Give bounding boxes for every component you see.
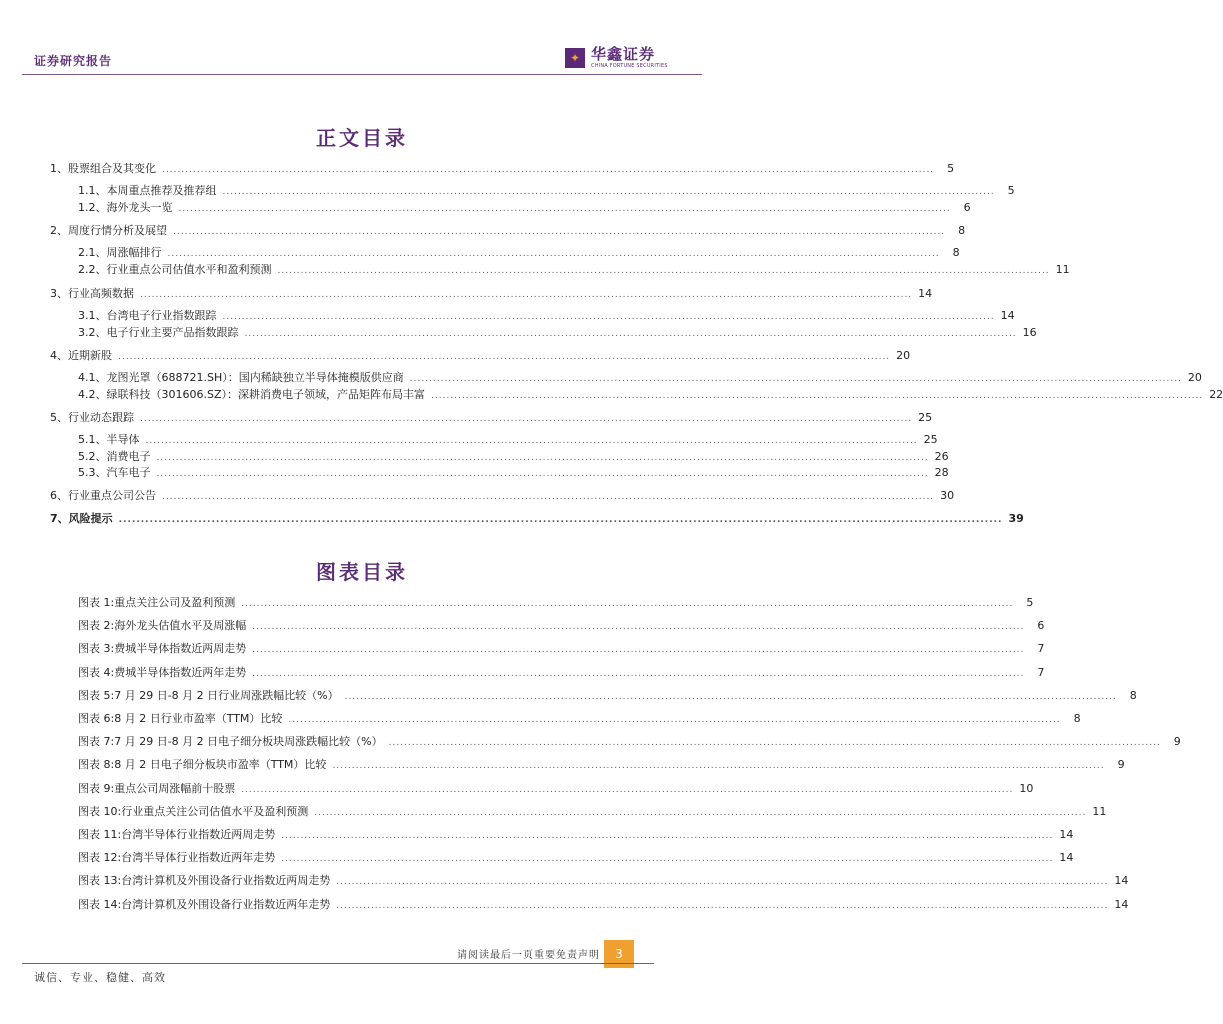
toc-item-page: 8: [952, 246, 960, 259]
footer-divider: [22, 963, 654, 964]
toc-item-number: 6、: [50, 489, 68, 502]
toc-item-leader: ........................................................................................................................................................................................................: [140, 414, 913, 424]
toc-item-page: 11: [1055, 263, 1070, 276]
figure-item[interactable]: [78, 712, 1081, 726]
toc-item-text: 龙图光罩（688721.SH）：国内稀缺独立半导体掩模版供应商: [106, 371, 404, 384]
toc-item-leader: ........................................................................................................................................................................................................: [222, 312, 995, 322]
figure-item-number: 图表 12:: [78, 851, 122, 865]
toc-item-leader: ........................................................................................................................................................................................................: [162, 492, 935, 502]
toc-item-number: 4、: [50, 349, 68, 362]
toc-item[interactable]: [50, 162, 955, 176]
figure-item-page: 5: [1026, 596, 1034, 609]
toc-item-number: 1、: [50, 162, 68, 175]
toc-item-leader: ........................................................................................................................................................................................................: [244, 329, 1017, 339]
toc-item-text: 本周重点推荐及推荐组: [106, 184, 217, 197]
toc-item-leader: ........................................................................................................................................................................................................: [140, 290, 913, 300]
figure-item-text: 7 月 29 日-8 月 2 日行业周涨跌幅比较（%）: [114, 688, 339, 702]
toc-item-number: 5.1、: [78, 433, 107, 446]
figure-item-text: 重点关注公司及盈利预测: [114, 596, 236, 609]
toc-title: 正文目录: [316, 126, 408, 150]
figure-item-leader: ........................................................................................................................................................................................................: [336, 900, 1109, 911]
figure-item-text: 7 月 29 日-8 月 2 日电子细分板块周涨跌幅比较（%）: [114, 735, 383, 749]
footer-motto: 诚信、专业、稳健、高效: [34, 971, 166, 984]
figure-item-number: 图表 4:: [78, 665, 115, 679]
header-label: 证券研究报告: [34, 54, 113, 68]
toc-item-text: 周涨幅排行: [106, 246, 162, 259]
toc-item-page: 20: [896, 349, 911, 362]
figure-item-number: 图表 2:: [78, 619, 115, 633]
logo-mark-icon: ✦: [565, 48, 585, 68]
toc-item-page: 28: [934, 466, 949, 479]
logo-name-cn: 华鑫证券: [591, 45, 656, 63]
toc-item-text: 近期新股: [68, 349, 112, 362]
figure-item-number: 图表 6:: [78, 712, 115, 725]
toc-item-leader: ........................................................................................................................................................................................................: [178, 204, 951, 214]
toc-item[interactable]: [78, 450, 949, 464]
figure-item-leader: ........................................................................................................................................................................................................: [288, 715, 1061, 725]
figure-item-page: 14: [1114, 897, 1129, 911]
figure-item-text: 费城半导体指数近两周走势: [114, 642, 247, 656]
toc-item-leader: ........................................................................................................................................................................................................: [222, 187, 995, 197]
figure-item-text: 台湾半导体行业指数近两周走势: [121, 828, 276, 841]
figure-item-page: 14: [1059, 851, 1074, 865]
toc-item-text: 股票组合及其变化: [68, 162, 156, 175]
figure-item[interactable]: [78, 688, 1137, 703]
figure-item-text: 8 月 2 日电子细分板块市盈率（TTM）比较: [114, 758, 327, 772]
toc-item[interactable]: [50, 512, 1024, 526]
toc-item-text: 台湾电子行业指数跟踪: [106, 309, 217, 322]
toc-item-text: 行业重点公司公告: [68, 489, 156, 502]
toc-item-text: 周度行情分析及展望: [68, 224, 167, 237]
toc-item[interactable]: [50, 489, 955, 503]
figure-item[interactable]: [78, 758, 1125, 772]
header-divider: [22, 74, 702, 75]
toc-item[interactable]: [78, 201, 971, 215]
figure-item[interactable]: [78, 619, 1045, 633]
figure-item[interactable]: [78, 642, 1045, 656]
figure-item-leader: ........................................................................................................................................................................................................: [281, 854, 1054, 865]
figure-item-page: 6: [1037, 619, 1045, 633]
toc-item[interactable]: [78, 246, 960, 260]
toc-item-text: 海外龙头一览: [106, 201, 173, 214]
figure-item-text: 台湾半导体行业指数近两年走势: [121, 851, 276, 865]
toc-item[interactable]: [78, 466, 949, 480]
figure-item-page: 7: [1037, 665, 1045, 679]
toc-item-page: 6: [963, 201, 971, 214]
figure-item-text: 8 月 2 日行业市盈率（TTM）比较: [114, 712, 283, 725]
toc-item-number: 2、: [50, 224, 68, 237]
figure-item-text: 台湾计算机及外围设备行业指数近两周走势: [121, 874, 331, 888]
figure-item-leader: ........................................................................................................................................................................................................: [281, 831, 1054, 841]
figure-item-leader: ........................................................................................................................................................................................................: [388, 738, 1161, 749]
toc-item[interactable]: [78, 326, 1037, 340]
toc-item-page: 22: [1209, 388, 1223, 401]
toc-item[interactable]: [78, 184, 1015, 198]
figures-title: 图表目录: [316, 560, 408, 584]
figure-item-number: 图表 8:: [78, 758, 115, 772]
figure-item-number: 图表 11:: [78, 828, 122, 841]
toc-item-text: 行业高频数据: [68, 287, 134, 300]
toc-item-page: 39: [1008, 512, 1024, 525]
figure-item-text: 行业重点关注公司估值水平及盈利预测: [121, 804, 309, 818]
figure-item[interactable]: [78, 897, 1129, 912]
figure-item[interactable]: [78, 804, 1107, 819]
toc-item-leader: ........................................................................................................................................................................................................: [145, 436, 918, 446]
figure-item-page: 10: [1019, 781, 1034, 795]
figure-item-number: 图表 13:: [78, 874, 122, 888]
figure-item-page: 14: [1059, 828, 1074, 841]
toc-item-number: 2.1、: [78, 246, 107, 259]
toc-item-number: 3.1、: [78, 309, 107, 322]
toc-item-text: 行业重点公司估值水平和盈利预测: [106, 263, 272, 276]
toc-item[interactable]: [78, 263, 1070, 277]
toc-item[interactable]: [50, 224, 966, 238]
toc-item-text: 汽车电子: [106, 466, 151, 479]
toc-item-number: 3、: [50, 287, 68, 300]
toc-item[interactable]: [78, 371, 1202, 385]
figure-item-leader: ........................................................................................................................................................................................................: [241, 599, 1014, 609]
figure-item-number: 图表 9:: [78, 781, 115, 795]
toc-item-page: 8: [958, 224, 966, 237]
toc-item-page: 20: [1187, 371, 1202, 384]
toc-item[interactable]: [50, 287, 933, 301]
figure-item-number: 图表 1:: [78, 596, 115, 609]
toc-item-number: 2.2、: [78, 263, 107, 276]
toc-item-page: 30: [940, 489, 955, 502]
logo-name-en: CHINA FORTUNE SECURITIES: [591, 63, 668, 69]
toc-item-number: 3.2、: [78, 326, 107, 339]
toc-item[interactable]: [78, 433, 938, 447]
toc-item-page: 5: [1007, 184, 1015, 197]
toc-item-text: 半导体: [106, 433, 140, 446]
toc-item-page: 14: [1000, 309, 1015, 322]
toc-item-page: 5: [947, 162, 955, 175]
toc-item-leader: ........................................................................................................................................................................................................: [409, 374, 1182, 384]
figure-item-number: 图表 14:: [78, 897, 122, 911]
toc-item-text: 绿联科技（301606.SZ）：深耕消费电子领域，产品矩阵布局丰富: [106, 388, 426, 401]
toc-item-leader: ........................................................................................................................................................................................................: [277, 266, 1050, 276]
toc-item-page: 26: [934, 450, 949, 463]
toc-item-page: 14: [918, 287, 933, 300]
figure-item-leader: ........................................................................................................................................................................................................: [314, 807, 1087, 818]
figure-item-leader: ........................................................................................................................................................................................................: [336, 877, 1109, 888]
figure-item-page: 8: [1073, 712, 1081, 725]
figure-item-leader: ........................................................................................................................................................................................................: [252, 622, 1025, 633]
page-number: 3: [604, 940, 634, 968]
figure-item-page: 11: [1092, 804, 1107, 818]
figure-item-text: 海外龙头估值水平及周涨幅: [114, 619, 247, 633]
figure-item-page: 7: [1037, 642, 1045, 656]
figure-item[interactable]: [78, 828, 1074, 842]
toc-item-text: 风险提示: [68, 512, 113, 525]
toc-item[interactable]: [50, 411, 933, 425]
figure-item-leader: ........................................................................................................................................................................................................: [252, 645, 1025, 656]
toc-item-number: 5.2、: [78, 450, 107, 463]
figure-item-number: 图表 3:: [78, 642, 115, 656]
toc-item-number: 5、: [50, 411, 68, 424]
toc-item-leader: ........................................................................................................................................................................................................: [162, 165, 935, 175]
toc-item-leader: ........................................................................................................................................................................................................: [431, 391, 1204, 401]
figure-item-page: 14: [1114, 874, 1129, 888]
figure-item[interactable]: [78, 874, 1129, 888]
toc-item[interactable]: [50, 349, 911, 363]
figure-item-text: 台湾计算机及外围设备行业指数近两年走势: [121, 897, 331, 911]
figure-item[interactable]: [78, 665, 1045, 680]
figure-item-number: 图表 7:: [78, 735, 115, 749]
toc-item-number: 4.2、: [78, 388, 107, 401]
toc-item-number: 4.1、: [78, 371, 107, 384]
figure-item-leader: ........................................................................................................................................................................................................: [252, 668, 1025, 679]
figure-item-number: 图表 5:: [78, 688, 115, 702]
figure-item-text: 重点公司周涨幅前十股票: [114, 781, 236, 795]
toc-item-number: 1.1、: [78, 184, 107, 197]
figure-item-text: 费城半导体指数近两年走势: [114, 665, 247, 679]
figure-item[interactable]: [78, 735, 1181, 749]
figure-item-number: 图表 10:: [78, 804, 122, 818]
toc-item[interactable]: [78, 309, 1015, 323]
figure-item[interactable]: [78, 851, 1074, 865]
disclaimer-note: 请阅读最后一页重要免责声明: [457, 950, 600, 961]
toc-item[interactable]: [78, 388, 1223, 402]
toc-item-leader: ........................................................................................................................................................................................................: [118, 352, 891, 362]
toc-item-number: 7、: [50, 512, 69, 525]
toc-item-leader: ........................................................................................................................................................................................................: [173, 227, 946, 237]
toc-item-text: 电子行业主要产品指数跟踪: [106, 326, 239, 339]
toc-item-number: 1.2、: [78, 201, 107, 214]
figure-item[interactable]: [78, 596, 1034, 610]
toc-item-leader: ........................................................................................................................................................................................................: [167, 249, 940, 259]
toc-item-leader: ........................................................................................................................................................................................................: [156, 469, 929, 479]
toc-item-leader: ........................................................................................................................................................................................................: [156, 453, 929, 463]
toc-item-page: 16: [1022, 326, 1037, 339]
figure-item-leader: ........................................................................................................................................................................................................: [332, 761, 1105, 772]
figure-item-page: 9: [1173, 735, 1181, 749]
toc-item-text: 行业动态跟踪: [68, 411, 134, 424]
company-logo: [565, 46, 668, 70]
figure-item-leader: ........................................................................................................................................................................................................: [344, 691, 1117, 702]
figure-item-leader: ........................................................................................................................................................................................................: [241, 784, 1014, 795]
toc-item-text: 消费电子: [106, 450, 151, 463]
figure-item-page: 8: [1129, 688, 1137, 702]
toc-item-number: 5.3、: [78, 466, 107, 479]
toc-item-page: 25: [923, 433, 938, 446]
figure-item[interactable]: [78, 781, 1034, 796]
toc-item-leader: ........................................................................................................................................................................................................: [118, 515, 1003, 525]
figure-item-page: 9: [1117, 758, 1125, 772]
toc-item-page: 25: [918, 411, 933, 424]
